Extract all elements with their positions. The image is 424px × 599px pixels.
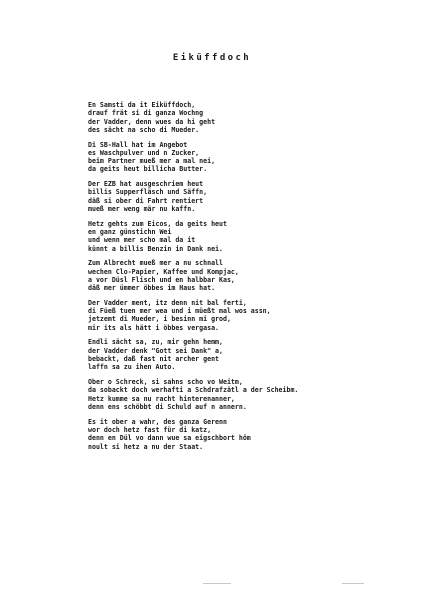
stanza <box>88 299 418 332</box>
poem-line: mueß mer weng mär nu kaffn. <box>88 205 196 214</box>
stanza <box>88 180 418 213</box>
poem-line: a vor Düsl Flisch und en halbbar Kas, <box>88 275 235 284</box>
poem-line: des sächt na scho di Mueder. <box>88 125 200 134</box>
poem-line: bebackt, daß fast nit archer gent <box>88 355 220 364</box>
poem-line: Der EZB hat ausgeschriem heut <box>88 180 204 189</box>
poem-line: der Vadder, denn wues da hi geht <box>88 117 216 126</box>
poem-line: mir its als hätt i öbbes vergasa. <box>88 323 220 332</box>
poem-line: däß mer ümmer öbbes im Haus hat. <box>88 284 216 293</box>
poem-line: da geits heut billicha Butter. <box>88 165 208 174</box>
poem-line: drauf frät si di ganza Wochng <box>88 109 204 118</box>
poem-line: billis Supperfläsch und Säffn, <box>88 188 208 197</box>
poem-line: da sobackt doch werhafti a Schdrafzätl a der Scheibm. <box>88 386 299 395</box>
poem-line: wechen Clo-Papier, Kaffee und Kompjac, <box>88 267 239 276</box>
footer-divider <box>342 583 364 584</box>
poem-line: der Vadder denk "Gott sei Dank" a, <box>88 346 223 355</box>
poem-line: es Waschpulver und n Zucker, <box>88 148 200 157</box>
poem-line: Es it ober a wahr, des ganza Gerenn <box>88 417 227 426</box>
stanza <box>88 378 418 411</box>
poem-title: Eiküffdoch <box>172 53 252 63</box>
poem-line: beim Partner mueß mer a mal nei, <box>88 157 216 166</box>
poem-line: Di SB-Hall hat im Angebot <box>88 140 188 149</box>
poem-line: denn en Dül vo dann wue sa eigschbort hôm <box>88 434 251 443</box>
poem-line: künnt a billis Benzin in Dank nei. <box>88 244 223 253</box>
poem-line: und wenn mer scho mal da it <box>88 236 196 245</box>
poem-line: jetzemt di Mueder, i besinn mi grod, <box>88 315 231 324</box>
poem-line: En Samsti da it Eiküffdoch, <box>88 101 196 109</box>
stanza <box>88 220 418 253</box>
poem-line: Endli sächt sa, zu, mir gehn hemm, <box>88 338 223 347</box>
stanza <box>88 338 418 371</box>
poem-line: wor doch hetz fast für di katz, <box>88 425 212 434</box>
stanza <box>88 259 418 292</box>
stanza <box>88 101 418 134</box>
poem-line: däß si ober di Fahrt rentiert <box>88 196 204 205</box>
poem-line: denn ens schöbbt di Schuld auf n annern. <box>88 402 247 411</box>
poem-line: di Füeß tuen mer wea und i müeßt mal wos assn, <box>88 307 271 316</box>
poem-line: Hetz gehts zum Eicos, da geits heut <box>88 219 227 228</box>
poem-line: Hetz kumme sa nu racht hinterenanner, <box>88 394 235 403</box>
footer-divider <box>203 583 231 584</box>
poem-line: Zum Albrecht mueß mer a nu schnall <box>88 259 223 268</box>
stanza <box>88 418 418 451</box>
poem-line: en ganz günstichn Wei <box>88 228 172 237</box>
poem-line: Ober o Schreck, si sahns scho vo Weitm, <box>88 378 243 387</box>
stanza <box>88 141 418 174</box>
poem-line: laffn sa zu ihen Auto. <box>88 363 176 372</box>
poem-line: Der Vadder ment, itz denn nit bal ferti, <box>88 298 247 307</box>
poem-line: noult si hetz a nu der Staat. <box>88 442 204 451</box>
poem-body <box>88 101 418 457</box>
